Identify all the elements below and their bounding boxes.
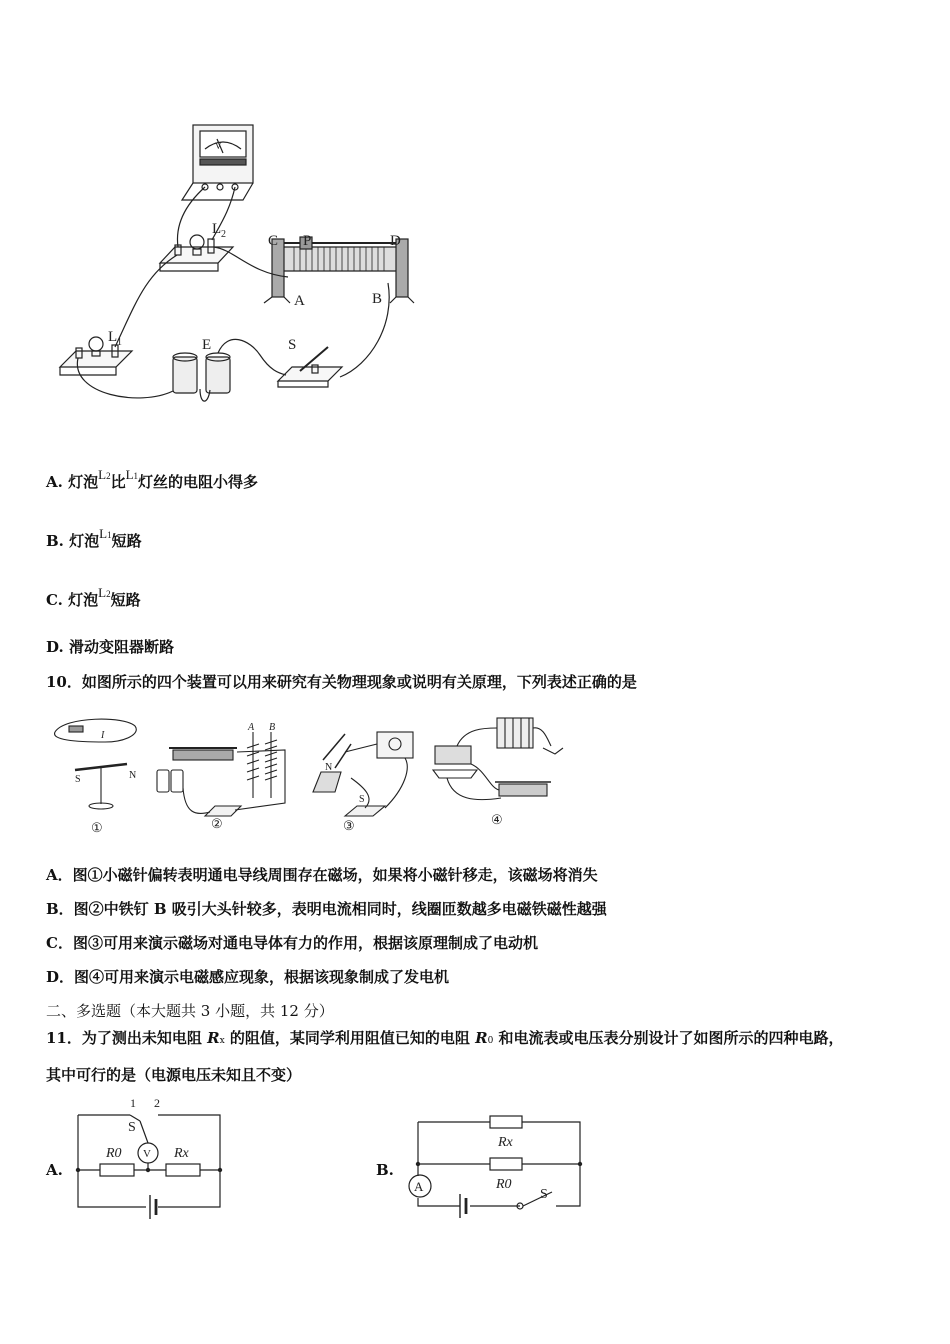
q9-option-d: D. 滑动变阻器断路 (46, 638, 174, 656)
device-1-n-label: N (129, 770, 137, 781)
q9-option-c: C. 灯泡L2短路 (46, 585, 141, 609)
circuit-a-key: A. (46, 1161, 63, 1179)
svg-text:Rx: Rx (174, 1146, 189, 1161)
device-3-s-label: S (359, 794, 365, 805)
svg-text:A: A (414, 1179, 424, 1194)
slider-p-label: P (303, 233, 312, 249)
device-3-n-label: N (325, 762, 333, 773)
lamp-symbol: L2 (98, 467, 111, 482)
lamp-l2-sub: 2 (221, 229, 226, 240)
voltmeter-label: V (215, 141, 222, 151)
svg-text:R0: R0 (496, 1177, 512, 1192)
device-4-generator-setup (433, 718, 563, 800)
q9-option-a: A. 灯泡L2比L1灯丝的电阻小得多 (46, 467, 259, 491)
switch-s-label: S (288, 337, 297, 353)
battery-e-device (173, 353, 230, 393)
q11-stem-line2: 其中可行的是（电源电压未知且不变） (46, 1066, 302, 1084)
svg-text:V: V (143, 1148, 151, 1160)
circuit-b-key: B. (376, 1161, 394, 1179)
svg-text:S: S (540, 1187, 548, 1202)
terminal-d-label: D (390, 233, 401, 249)
lamp-l1-sub: 1 (117, 337, 122, 348)
q10-devices-figure (45, 708, 605, 838)
terminal-a-label: A (294, 293, 305, 309)
q11-stem-line1: 11．为了测出未知电阻 Rx 的阻值，某同学利用阻值已知的电阻 R0 和电流表或电压表分别设计了如图所示的四种电路， (46, 1029, 844, 1047)
q9-circuit-figure (50, 115, 420, 415)
svg-text:S: S (128, 1120, 136, 1135)
circuit-a-diagram (70, 1095, 230, 1225)
device-1-number: ① (91, 820, 103, 835)
q10-stem: 10．如图所示的四个装置可以用来研究有关物理现象或说明有关原理，下列表述正确的是 (46, 673, 637, 691)
q9-option-b: B. 灯泡L1短路 (46, 526, 142, 550)
terminal-b-label: B (372, 291, 383, 307)
lamp-symbol: L1 (125, 467, 139, 482)
device-4-number: ④ (491, 812, 503, 827)
q10-option-b: B．图②中铁钉 B 吸引大头针较多，表明电流相同时，线圈匝数越多电磁铁磁性越强 (46, 900, 607, 918)
lamp-symbol: L1 (99, 526, 112, 541)
q10-option-c: C．图③可用来演示磁场对通电导体有力的作用，根据该原理制成了电动机 (46, 934, 538, 952)
device-2-number: ② (211, 816, 223, 831)
q10-option-a: A．图①小磁针偏转表明通电导线周围存在磁场，如果将小磁针移走，该磁场将消失 (46, 866, 598, 884)
device-3-number: ③ (343, 818, 355, 833)
device-2-b-label: B (269, 722, 276, 733)
lamp-l2-board (160, 235, 233, 271)
svg-text:R0: R0 (106, 1146, 122, 1161)
device-2-electromagnets (157, 732, 285, 816)
device-1-current-label: I (101, 730, 105, 741)
lamp-l2-label: L (212, 221, 222, 237)
lamp-l1-label: L (108, 329, 118, 345)
q10-option-d: D．图④可用来演示电磁感应现象，根据该现象制成了发电机 (46, 968, 450, 986)
circuit-b-diagram (400, 1102, 600, 1232)
battery-e-label: E (202, 337, 212, 353)
svg-text:Rx: Rx (498, 1135, 513, 1150)
device-1-s-label: S (75, 774, 81, 785)
voltmeter-device (182, 125, 253, 200)
section-title: 二、多选题（本大题共 3 小题，共 12 分） (46, 1002, 334, 1020)
terminal-c-label: C (268, 233, 279, 249)
lamp-symbol: L2 (98, 585, 111, 600)
device-2-a-label: A (248, 722, 255, 733)
switch-s-device (278, 347, 342, 387)
device-1-oersted (55, 719, 137, 809)
svg-text:1: 1 (130, 1096, 136, 1110)
svg-text:2: 2 (154, 1096, 160, 1110)
